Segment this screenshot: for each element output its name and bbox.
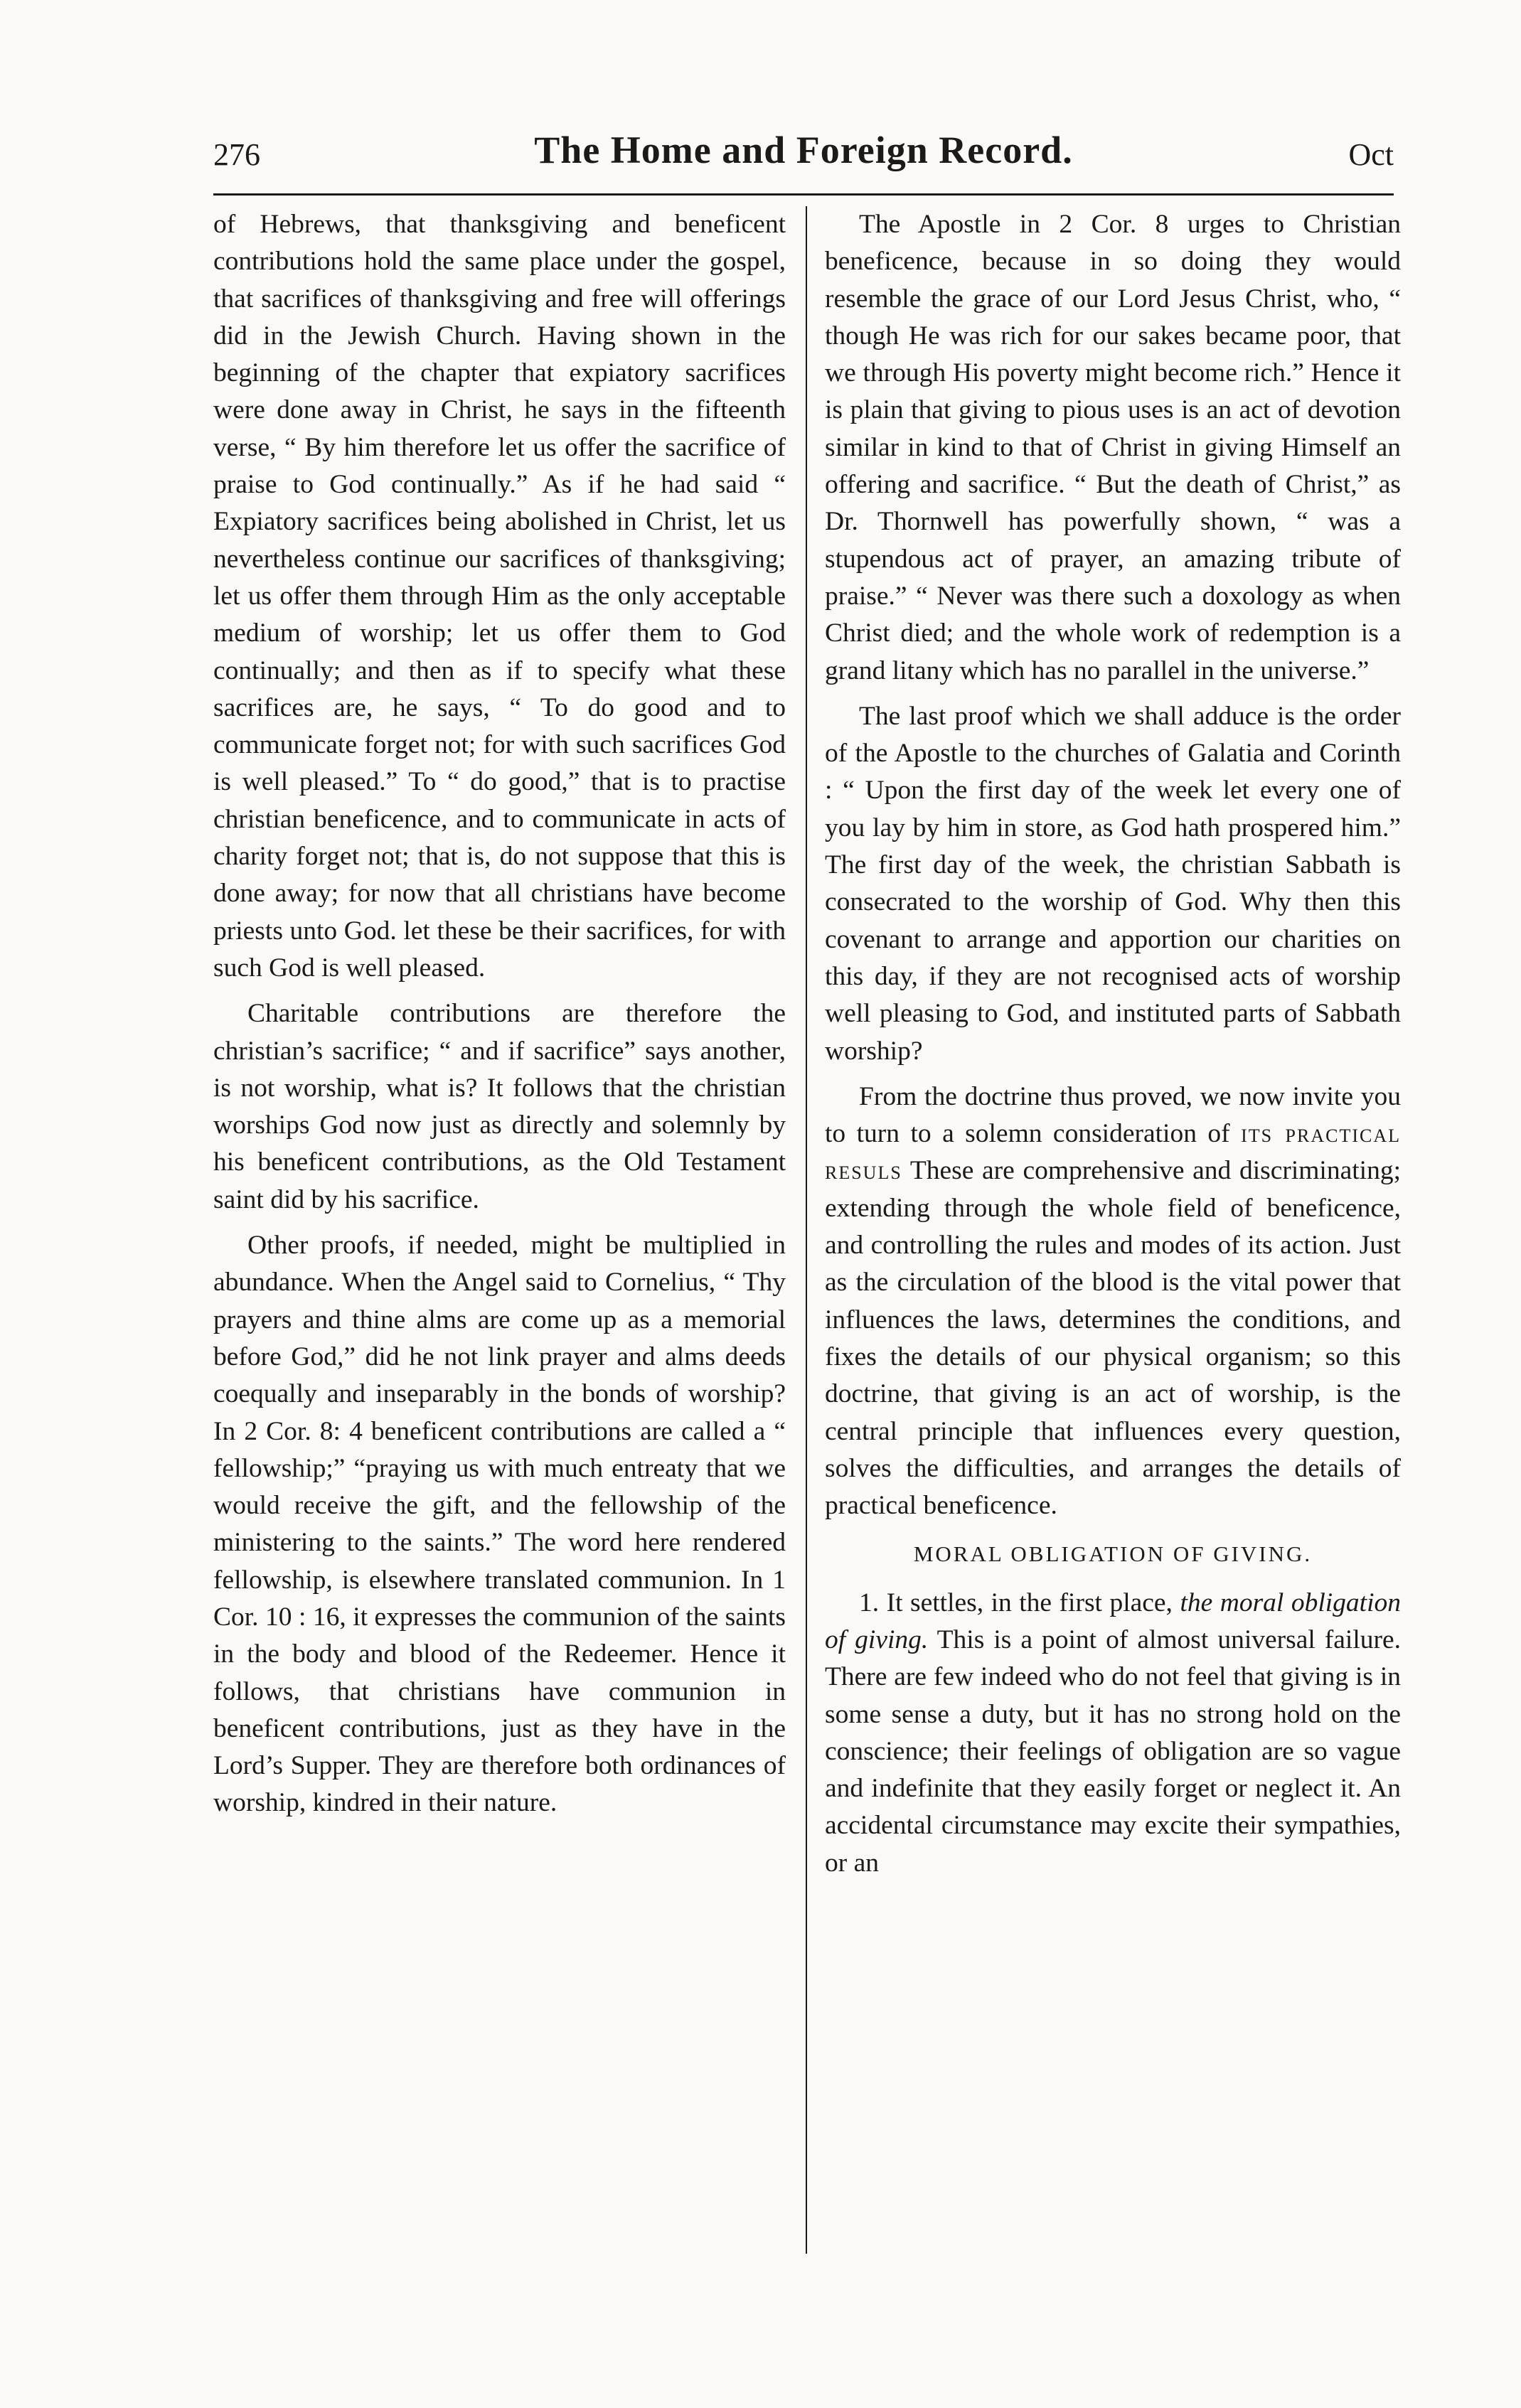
final-italic: the moral obligation of giving.	[825, 1588, 1401, 1654]
practical-rest: These are comprehensive and discriminating; extending through the whole field of beneficence, and controlling the rules and modes of its action. Just as the circulation of the blood is the vital power that influences the laws, determines the conditions, and fixes the details of our physical organism; so this doctrine, that giving is an act of worship, is the central principle that influences every question, solves the difficulties, and arranges the details of practical beneficence.	[825, 1156, 1401, 1521]
left-column	[213, 206, 786, 1831]
column-divider	[806, 206, 807, 2254]
header-month: Oct	[1348, 137, 1394, 172]
header-rule	[213, 193, 1394, 196]
right-column	[825, 206, 1401, 1890]
practical-results-caps: its practical resuls	[825, 1119, 1401, 1186]
paragraph-practical-results	[825, 1079, 1401, 1525]
paragraph: The Apostle in 2 Cor. 8 urges to Christian beneficence, because in so doing they would resemble the grace of our Lord Jesus Christ, who, “ though He was rich for our sakes became poor, that we through His poverty might become rich.” Hence it is plain that giving to pious uses is an act of devotion similar in kind to that of Christ in giving Himself an offering and sacrifice. “ But the death of Christ,” as Dr. Thornwell has powerfully shown, “ was a stupendous act of prayer, an amazing tribute of praise.” “ Never was there such a doxology as when Christ died; and the whole work of redemption is a grand litany which has no parallel in the universe.”	[825, 210, 1401, 685]
paragraph: Charitable contributions are therefore the christian’s sacrifice; “ and if sacrifice” says another, is not worship, what is? It follows that the christian worships God now just as directly and solemnly by his beneficent contributions, as the Old Testament saint did by his sacrifice.	[213, 999, 786, 1214]
final-lead: 1. It settles, in the first place,	[859, 1588, 1173, 1617]
running-header	[213, 128, 1394, 192]
practical-intro: From the doctrine thus proved, we now invite you to turn to a solemn consideration of	[825, 1081, 1401, 1149]
page-number: 276	[213, 137, 260, 172]
section-heading: MORAL OBLIGATION OF GIVING.	[913, 1541, 1313, 1567]
running-title: The Home and Foreign Record.	[534, 129, 1073, 171]
paragraph: of Hebrews, that thanksgiving and beneficent contributions hold the same place under the gospel, that sacrifices of thanksgiving and free will offerings did in the Jewish Church. Having shown in the beginning of the chapter that expiatory sacrifices were done away in Christ, he says in the fifteenth verse, “ By him therefore let us offer the sacrifice of praise to God continually.” As if he had said “ Expiatory sacrifices being abolished in Christ, let us nevertheless continue our sacrifices of thanksgiving; let us offer them through Him as the only acceptable medium of worship; let us offer them to God continually; and then as if to specify what these sacrifices are, he says, “ To do good and to communicate forget not; for with such sacrifices God is well pleased.” To “ do good,” that is to practise christian beneficence, and to communicate in acts of charity forget not; that is, do not suppose that this is done away; for now that all christians have become priests unto God. let these be their sacrifices, for with such God is well pleased.	[213, 210, 786, 983]
paragraph: Other proofs, if needed, might be multiplied in abundance. When the Angel said to Cornelius, “ Thy prayers and thine alms are come up as a memorial before God,” did he not link prayer and alms deeds coequally and inseparably in the bonds of worship? In 2 Cor. 8: 4 beneficent contributions are called a “ fellowship;” “praying us with much entreaty that we would receive the gift, and the fellowship of the ministering to the saints.” The word here rendered fellowship, is elsewhere translated communion. In 1 Cor. 10 : 16, it expresses the communion of the saints in the body and blood of the Redeemer. Hence it follows, that christians have communion in beneficent contributions, just as they have in the Lord’s Supper. They are therefore both ordinances of worship, kindred in their nature.	[213, 1231, 786, 1818]
final-rest: This is a point of almost universal failure. There are few indeed who do not feel that giving is in some sense a duty, but it has no strong hold on the conscience; their feelings of obligation are so vague and indefinite that they easily forget or neglect it. An accidental circumstance may excite their sympathies, or an	[825, 1625, 1402, 1878]
paragraph-moral-obligation	[825, 1585, 1401, 1882]
paragraph: The last proof which we shall adduce is the order of the Apostle to the churches of Galatia and Corinth : “ Upon the first day of the week let every one of you lay by him in store, as God hath prospered him.” The first day of the week, the christian Sabbath is consecrated to the worship of God. Why then this covenant to arrange and apportion our charities on this day, if they are not recognised acts of worship well pleasing to God, and instituted parts of Sabbath worship?	[825, 701, 1401, 1066]
